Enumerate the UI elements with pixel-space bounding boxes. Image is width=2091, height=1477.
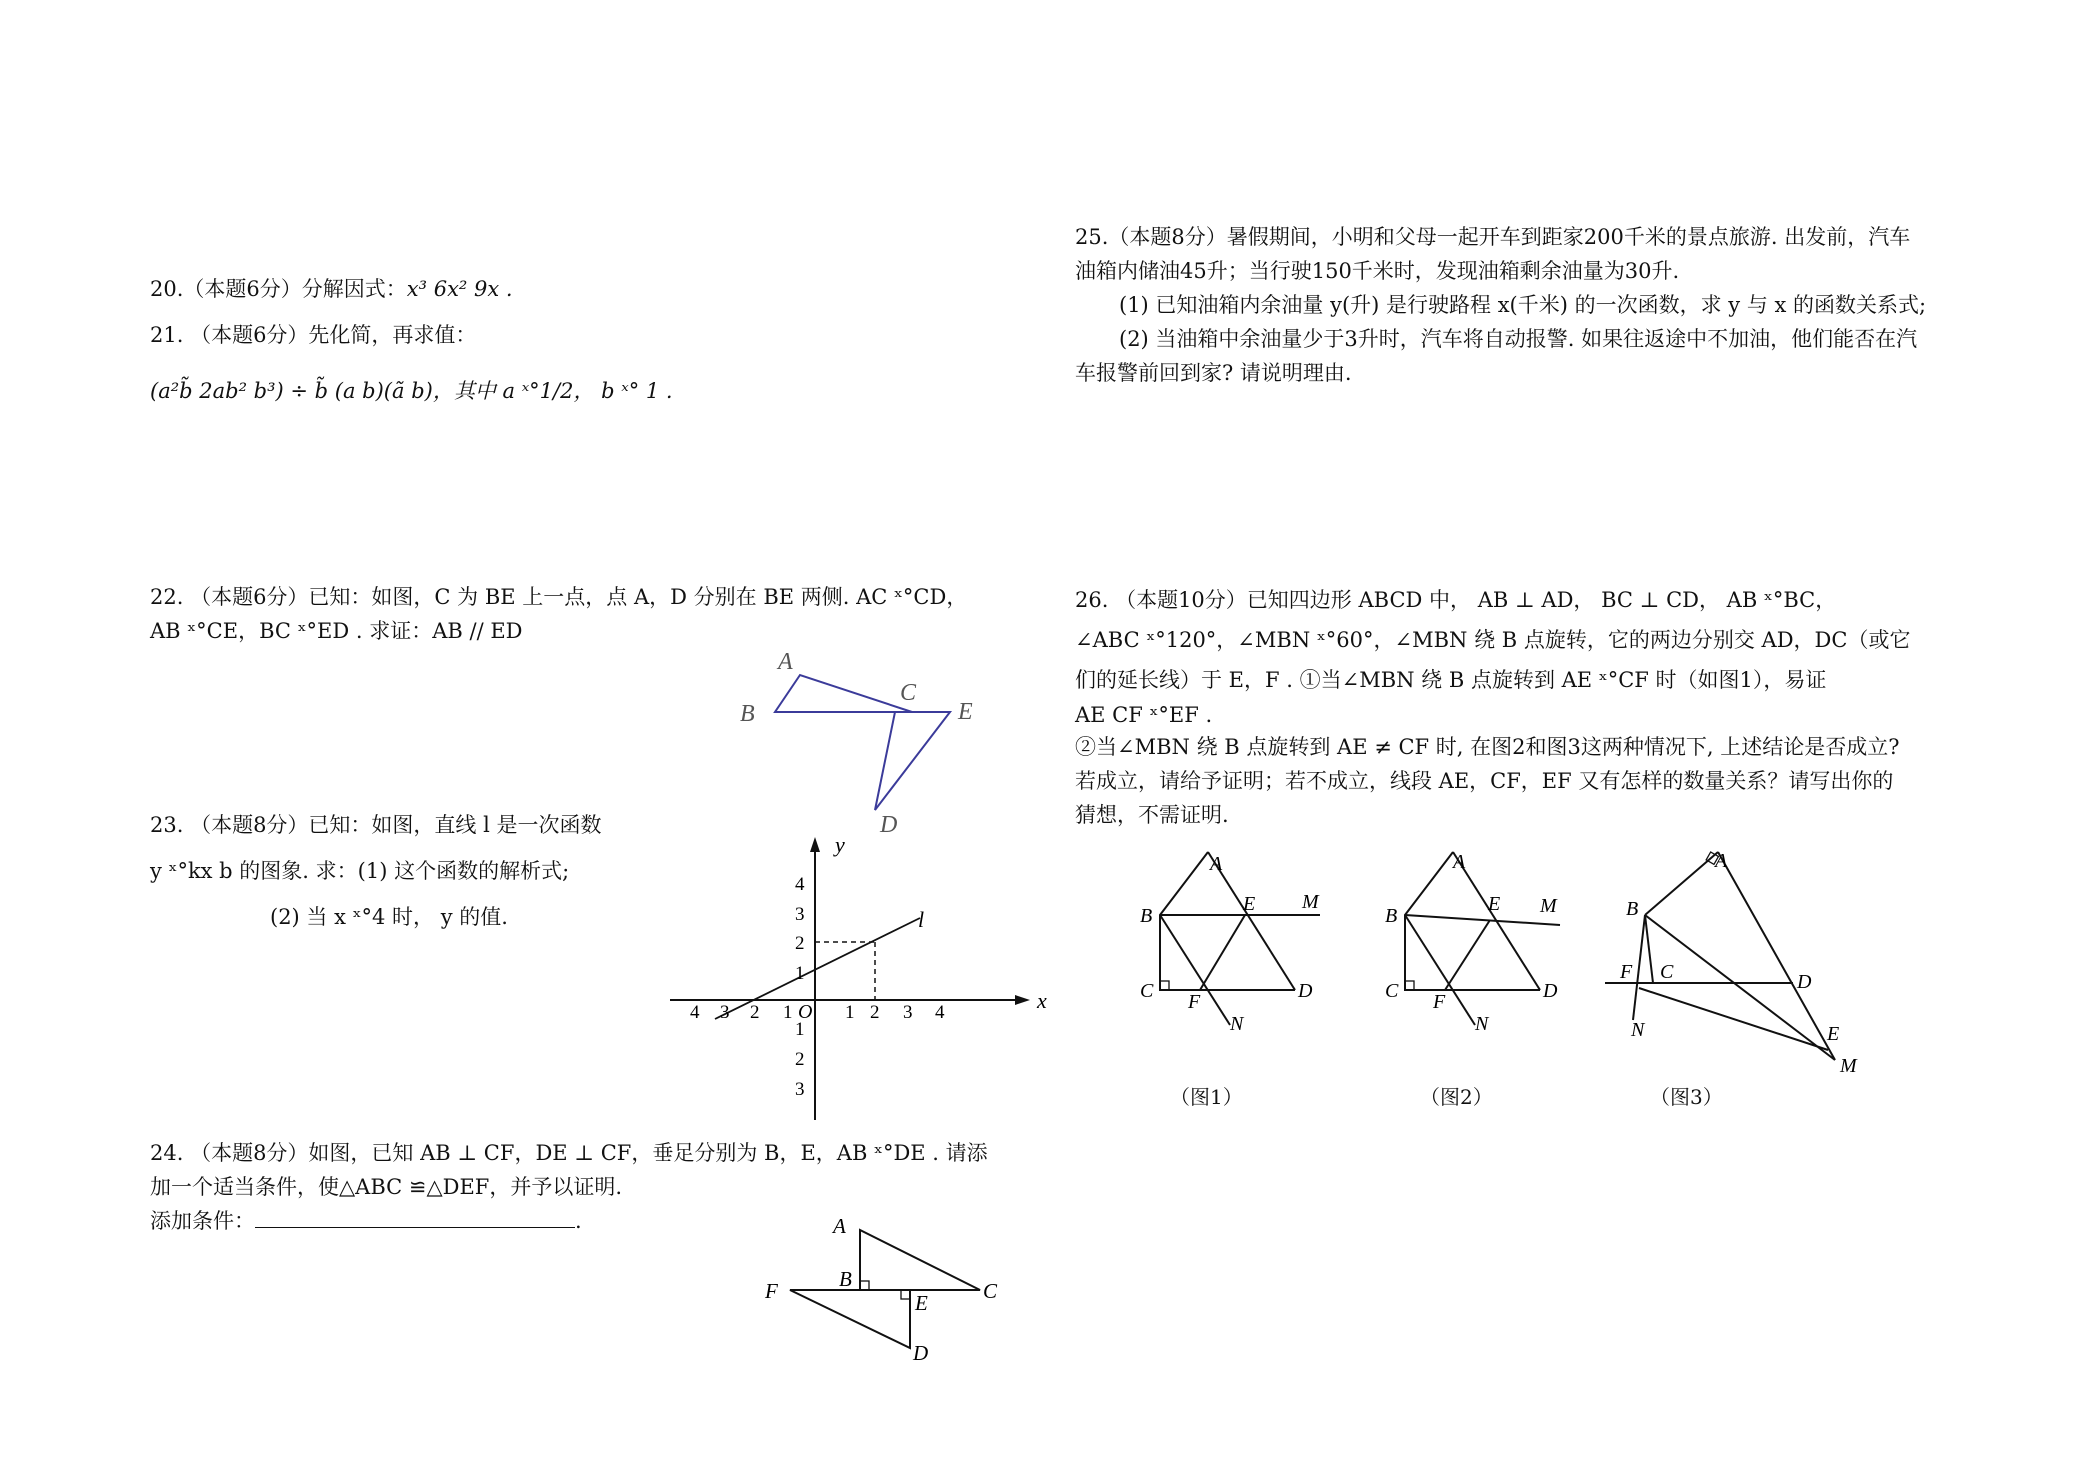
q20-expression: x³ 6x² 9x . (406, 277, 513, 301)
question-25 (1075, 220, 1926, 390)
fig2-label-a: A (1453, 851, 1466, 873)
q24-label-c: C (983, 1279, 998, 1303)
q23-x-tick: 3 (720, 1002, 730, 1023)
q23-x-tick: 3 (903, 1002, 913, 1023)
fig1-label-m: M (1302, 891, 1319, 913)
fig2-label-e: E (1488, 893, 1501, 915)
q24-line-3: 添加条件： (150, 1209, 255, 1233)
q23-line-2: y ˣ°kx b 的图象. 求：(1) 这个函数的解析式; (150, 859, 570, 883)
q24-line-3-end: . (575, 1209, 582, 1233)
q24-line-2: 加一个适当条件，使△ABC ≌△DEF，并予以证明. (150, 1175, 623, 1199)
fig3-label-e: E (1827, 1023, 1840, 1045)
fig3-side-ad (1718, 852, 1835, 1060)
fig2-outline (1405, 852, 1540, 990)
q23-y-arrow (810, 837, 820, 852)
q23-axis-y-label: y (835, 832, 845, 857)
q26-caption-2: （图2） (1420, 1085, 1493, 1109)
q26-figure-1 (1130, 850, 1350, 1040)
fig3-label-f: F (1620, 961, 1633, 983)
fig1-right-angle-c (1160, 981, 1169, 990)
fig2-label-d: D (1543, 980, 1558, 1002)
q24-right-angle-e (901, 1290, 910, 1299)
fig2-label-b: B (1385, 905, 1398, 927)
question-21 (150, 318, 673, 408)
q23-x-tick: 2 (750, 1002, 760, 1023)
q24-answer-blank[interactable] (255, 1205, 575, 1228)
q24-label-d: D (913, 1341, 929, 1365)
q22-label-d: D (880, 812, 898, 838)
fig1-label-n: N (1230, 1013, 1244, 1035)
q23-line-1: 23. （本题8分）已知：如图，直线 l 是一次函数 (150, 813, 602, 837)
fig2-label-f: F (1433, 991, 1446, 1013)
q23-axis-x-label: x (1037, 988, 1047, 1013)
q23-y-tick: 4 (795, 874, 805, 895)
q26-line-4: AE CF ˣ°EF . (1075, 703, 1213, 727)
q23-x-tick: 2 (870, 1002, 880, 1023)
q22-triangle-cde (875, 712, 950, 810)
q22-figure (740, 645, 1000, 845)
fig3-label-b: B (1626, 898, 1639, 920)
q23-x-arrow (1015, 995, 1030, 1005)
q23-line-3: (2) 当 x ˣ°4 时， y 的值. (270, 905, 508, 929)
q23-x-tick: 4 (690, 1002, 700, 1023)
question-20 (150, 272, 513, 306)
fig3-label-c: C (1660, 961, 1674, 983)
q26-line-2: ∠ABC ˣ°120°，∠MBN ˣ°60°，∠MBN 绕 B 点旋转，它的两边分别交 AD，DC（或它 (1075, 628, 1911, 652)
fig2-label-c: C (1385, 980, 1399, 1002)
q23-line-label: l (918, 907, 925, 932)
q20-text: 20.（本题6分）分解因式： (150, 277, 407, 301)
q23-origin-label: O (798, 1001, 813, 1023)
q24-triangle-def (790, 1290, 910, 1348)
fig3-label-m: M (1840, 1055, 1857, 1077)
q24-figure (765, 1214, 1005, 1368)
q24-right-angle-b (860, 1281, 869, 1290)
fig1-segment-ef (1200, 915, 1245, 990)
fig2-segment-ef (1445, 920, 1490, 990)
fig3-ray-bn (1633, 915, 1645, 1020)
q22-triangle-abc (775, 675, 912, 712)
q26-line-6: 若成立，请给予证明；若不成立，线段 AE，CF，EF 又有怎样的数量关系？请写出你的 (1075, 769, 1894, 793)
q22-label-a: A (778, 649, 793, 675)
q26-figure-3 (1605, 850, 1895, 1090)
fig1-label-a: A (1210, 853, 1223, 875)
q23-graph (665, 832, 1065, 1125)
fig1-label-c: C (1140, 980, 1154, 1002)
q24-label-e: E (915, 1291, 928, 1315)
q23-y-tick: 1 (795, 963, 805, 984)
fig3-label-d: D (1797, 971, 1812, 993)
fig1-label-e: E (1243, 893, 1256, 915)
q26-line-7: 猜想，不需证明. (1075, 803, 1229, 827)
fig3-label-n: N (1631, 1019, 1645, 1041)
q22-label-c: C (900, 680, 917, 706)
q23-x-tick: 1 (783, 1002, 793, 1023)
q25-line-3: (1) 已知油箱内余油量 y(升) 是行驶路程 x(千米) 的一次函数，求 y 与 x 的函数关系式; (1119, 293, 1927, 317)
q25-line-5: 车报警前回到家? 请说明理由. (1075, 361, 1352, 385)
fig2-label-n: N (1475, 1013, 1489, 1035)
q22-label-b: B (740, 701, 755, 727)
fig1-label-d: D (1298, 980, 1313, 1002)
q24-label-b: B (839, 1267, 852, 1291)
question-26 (1075, 580, 1910, 832)
question-22 (150, 580, 967, 648)
q23-x-tick: 4 (935, 1002, 945, 1023)
fig2-label-m: M (1540, 895, 1557, 917)
fig1-outline (1160, 852, 1295, 990)
q23-y-tick: 2 (795, 1049, 805, 1070)
q21-expression: (a²b̃ 2ab² b³) ÷ b̃ (a b)(ã b)，其中 a ˣ°1/2， b ˣ° 1 . (150, 379, 673, 403)
q26-line-1: 26. （本题10分）已知四边形 ABCD 中， AB ⊥ AD， BC ⊥ CD， AB ˣ°BC， (1075, 588, 1837, 612)
q26-line-3: 们的延长线）于 E，F . ①当∠MBN 绕 B 点旋转到 AE ˣ°CF 时（如图1），易证 (1075, 668, 1827, 692)
q26-caption-3: （图3） (1650, 1085, 1723, 1109)
q23-y-tick: 2 (795, 933, 805, 954)
q25-line-4: (2) 当油箱中余油量少于3升时，汽车将自动报警. 如果往返途中不加油，他们能否在汽 (1119, 327, 1918, 351)
q26-caption-1: （图1） (1170, 1085, 1243, 1109)
fig1-label-f: F (1188, 991, 1201, 1013)
q21-text: 21. （本题6分）先化简，再求值： (150, 323, 477, 347)
fig1-label-b: B (1140, 905, 1153, 927)
fig3-label-a: A (1715, 850, 1728, 872)
q23-y-tick: 3 (795, 904, 805, 925)
q22-line-2: AB ˣ°CE，BC ˣ°ED . 求证：AB // ED (150, 619, 523, 643)
fig2-ray-bm (1405, 915, 1560, 925)
q25-line-1: 25.（本题8分）暑假期间，小明和父母一起开车到距家200千米的景点旅游. 出发前，汽车 (1075, 225, 1911, 249)
fig3-side-ab (1645, 852, 1718, 915)
q23-y-tick: 3 (795, 1079, 805, 1100)
q23-y-tick: 1 (795, 1019, 805, 1040)
fig2-right-angle-c (1405, 981, 1414, 990)
q24-label-a: A (833, 1214, 846, 1238)
q25-line-2: 油箱内储油45升；当行驶150千米时，发现油箱剩余油量为30升. (1075, 259, 1680, 283)
q24-label-f: F (765, 1279, 778, 1303)
q24-triangle-abc (860, 1230, 980, 1290)
q24-line-1: 24. （本题8分）如图，已知 AB ⊥ CF，DE ⊥ CF，垂足分别为 B，E，AB ˣ°DE . 请添 (150, 1141, 988, 1165)
q26-figure-2 (1375, 850, 1595, 1040)
q26-line-5: ②当∠MBN 绕 B 点旋转到 AE ≠ CF 时, 在图2和图3这两种情况下, 上述结论是否成立? (1075, 735, 1900, 759)
fig3-side-bc (1645, 915, 1653, 983)
q23-x-tick: 1 (845, 1002, 855, 1023)
q22-label-e: E (958, 699, 973, 725)
question-23 (150, 808, 602, 934)
q23-line-l (715, 918, 920, 1019)
q22-line-1: 22. （本题6分）已知：如图，C 为 BE 上一点，点 A，D 分别在 BE 两侧. AC ˣ°CD， (150, 585, 968, 609)
